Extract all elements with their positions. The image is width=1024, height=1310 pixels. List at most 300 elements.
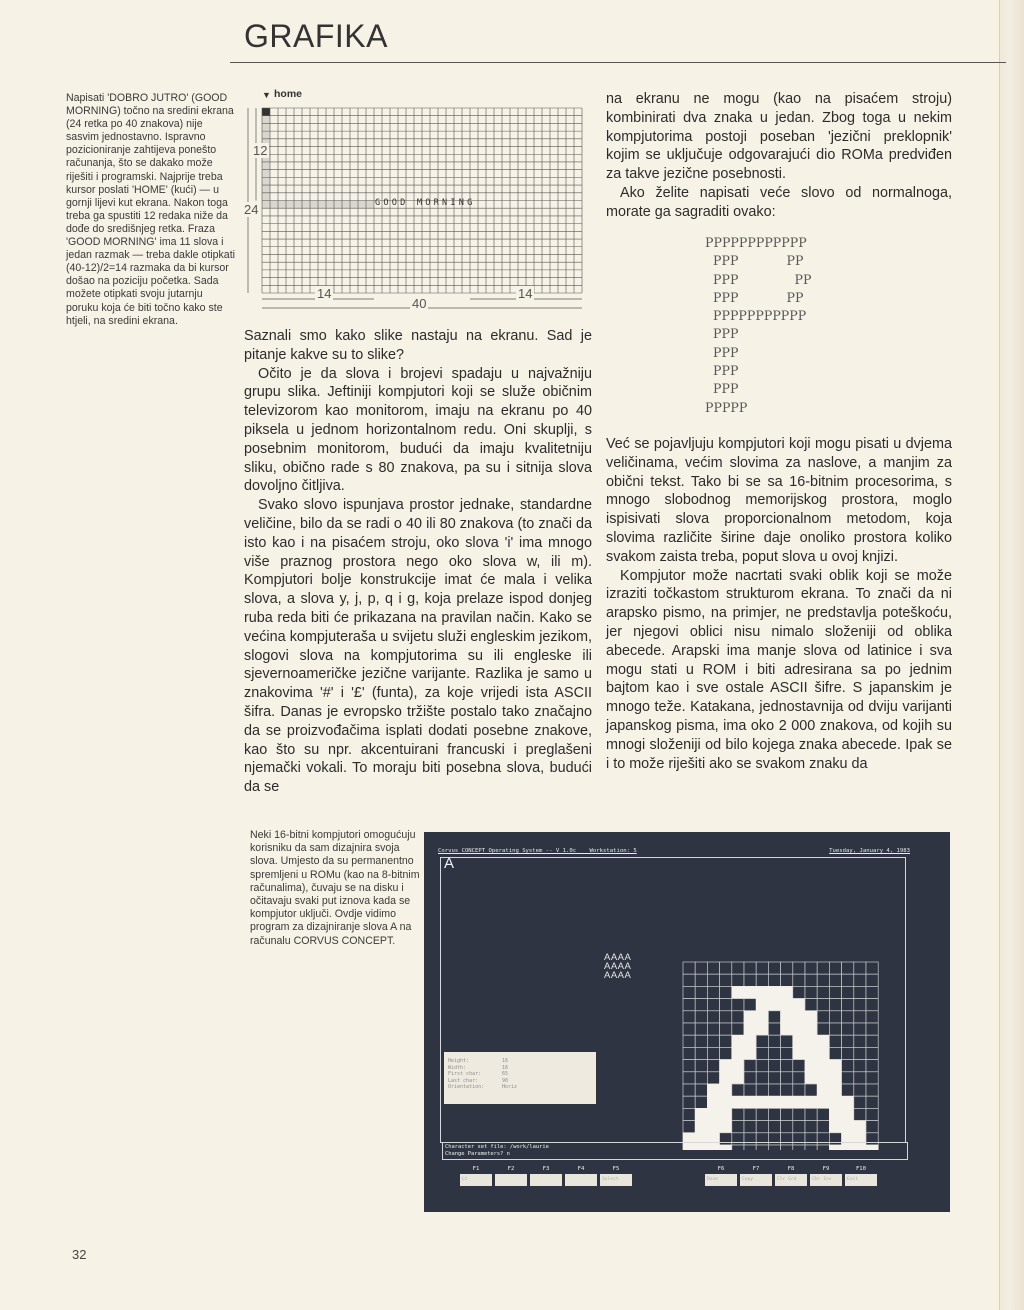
glyph-pixel-off[interactable] [842, 1084, 854, 1096]
glyph-pixel-off[interactable] [732, 974, 744, 986]
glyph-pixel-on[interactable] [842, 1108, 854, 1120]
glyph-pixel-on[interactable] [720, 1096, 732, 1108]
glyph-pixel-on[interactable] [805, 1072, 817, 1084]
glyph-pixel-off[interactable] [866, 1060, 878, 1072]
glyph-pixel-off[interactable] [707, 1035, 719, 1047]
glyph-pixel-on[interactable] [829, 1072, 841, 1084]
glyph-pixel-off[interactable] [768, 1023, 780, 1035]
glyph-pixel-off[interactable] [732, 1011, 744, 1023]
glyph-pixel-on[interactable] [817, 1096, 829, 1108]
glyph-pixel-off[interactable] [866, 1108, 878, 1120]
glyph-pixel-on[interactable] [768, 1096, 780, 1108]
glyph-pixel-on[interactable] [744, 986, 756, 998]
glyph-pixel-on[interactable] [744, 1023, 756, 1035]
glyph-pixel-on[interactable] [756, 1096, 768, 1108]
glyph-pixel-off[interactable] [683, 1121, 695, 1133]
glyph-pixel-on[interactable] [793, 1035, 805, 1047]
function-key-action[interactable]: Exit [845, 1174, 877, 1186]
glyph-pixel-on[interactable] [707, 1121, 719, 1133]
function-key-label: F10 [855, 1166, 867, 1172]
glyph-pixel-off[interactable] [829, 999, 841, 1011]
glyph-pixel-off[interactable] [683, 1072, 695, 1084]
glyph-pixel-off[interactable] [695, 1035, 707, 1047]
glyph-pixel-off[interactable] [720, 1011, 732, 1023]
home-arrow-icon: ▼ [262, 90, 271, 100]
glyph-pixel-off[interactable] [756, 1084, 768, 1096]
glyph-pixel-off[interactable] [744, 962, 756, 974]
glyph-pixel-on[interactable] [756, 1023, 768, 1035]
function-key-f3[interactable] [530, 1166, 562, 1186]
glyph-pixel-off[interactable] [805, 1108, 817, 1120]
glyph-pixel-off[interactable] [756, 1121, 768, 1133]
glyph-pixel-off[interactable] [683, 1096, 695, 1108]
glyph-pixel-off[interactable] [768, 1121, 780, 1133]
glyph-pixel-on[interactable] [732, 1047, 744, 1059]
glyph-pixel-off[interactable] [744, 1121, 756, 1133]
function-key-f1[interactable] [460, 1166, 492, 1186]
glyph-pixel-off[interactable] [866, 1047, 878, 1059]
glyph-pixel-on[interactable] [781, 1011, 793, 1023]
glyph-pixel-off[interactable] [695, 962, 707, 974]
function-key-action[interactable] [565, 1174, 597, 1186]
glyph-pixel-off[interactable] [695, 1047, 707, 1059]
glyph-pixel-off[interactable] [720, 962, 732, 974]
glyph-pixel-off[interactable] [854, 962, 866, 974]
function-key-action[interactable]: Copy [740, 1174, 772, 1186]
glyph-pixel-on[interactable] [817, 1047, 829, 1059]
glyph-pixel-on[interactable] [781, 1023, 793, 1035]
glyph-pixel-off[interactable] [744, 974, 756, 986]
function-key-action[interactable]: Done [705, 1174, 737, 1186]
glyph-pixel-off[interactable] [829, 962, 841, 974]
glyph-pixel-off[interactable] [695, 986, 707, 998]
glyph-pixel-off[interactable] [793, 974, 805, 986]
glyph-pixel-off[interactable] [781, 1035, 793, 1047]
glyph-pixel-off[interactable] [695, 1023, 707, 1035]
glyph-pixel-off[interactable] [805, 1084, 817, 1096]
function-key-label: F6 [717, 1166, 725, 1172]
glyph-pixel-on[interactable] [720, 1072, 732, 1084]
glyph-pixel-on[interactable] [756, 999, 768, 1011]
glyph-pixel-off[interactable] [707, 1072, 719, 1084]
glyph-pixel-off[interactable] [793, 962, 805, 974]
glyph-pixel-off[interactable] [707, 999, 719, 1011]
glyph-pixel-on[interactable] [829, 1060, 841, 1072]
glyph-pixel-off[interactable] [854, 1108, 866, 1120]
glyph-pixel-on[interactable] [842, 1121, 854, 1133]
glyph-pixel-off[interactable] [732, 1108, 744, 1120]
glyph-pixel-off[interactable] [695, 1096, 707, 1108]
good-morning-text: GOOD MORNING [375, 198, 476, 208]
glyph-pixel-off[interactable] [817, 1108, 829, 1120]
glyph-pixel-on[interactable] [695, 1108, 707, 1120]
glyph-pixel-off[interactable] [732, 999, 744, 1011]
current-char: A [444, 855, 455, 872]
glyph-pixel-off[interactable] [744, 1108, 756, 1120]
glyph-pixel-on[interactable] [720, 1084, 732, 1096]
glyph-pixel-off[interactable] [805, 999, 817, 1011]
glyph-pixel-on[interactable] [817, 1084, 829, 1096]
glyph-pixel-on[interactable] [695, 1121, 707, 1133]
glyph-pixel-off[interactable] [732, 962, 744, 974]
glyph-pixel-on[interactable] [768, 999, 780, 1011]
glyph-pixel-on[interactable] [817, 1060, 829, 1072]
glyph-pixel-off[interactable] [781, 1072, 793, 1084]
function-key-label: F3 [542, 1166, 550, 1172]
param-value: 16 [502, 1058, 509, 1064]
glyph-pixel-off[interactable] [756, 974, 768, 986]
right-text-column-top [606, 90, 952, 222]
glyph-pixel-off[interactable] [866, 1096, 878, 1108]
glyph-pixel-off[interactable] [768, 1084, 780, 1096]
glyph-pixel-on[interactable] [805, 1023, 817, 1035]
screen-header: Corvus CONCEPT Operating System -- V 1.0c Workstation: 5 [438, 848, 637, 854]
sidebar-text-column [66, 92, 236, 328]
glyph-pixel-off[interactable] [768, 974, 780, 986]
glyph-pixel-off[interactable] [707, 1060, 719, 1072]
glyph-pixel-off[interactable] [866, 974, 878, 986]
middle-paragraph-1: Saznali smo kako slike nastaju na ekranu. Sad je pitanje kakve su to slike? [244, 328, 592, 363]
status-line-2: Change Parameters? n [445, 1151, 510, 1157]
glyph-pixel-off[interactable] [817, 986, 829, 998]
param-value: 90 [502, 1077, 509, 1084]
glyph-pixel-off[interactable] [842, 1023, 854, 1035]
glyph-pixel-on[interactable] [720, 1121, 732, 1133]
glyph-pixel-off[interactable] [817, 974, 829, 986]
glyph-pixel-off[interactable] [683, 986, 695, 998]
glyph-pixel-on[interactable] [768, 986, 780, 998]
glyph-pixel-off[interactable] [817, 1121, 829, 1133]
glyph-pixel-off[interactable] [768, 1060, 780, 1072]
right-paragraph-4: Kompjutor može nacrtati svaki oblik koji se može izraziti točkastom strukturom ekrana. To znači da ni arapsko pismo, na primjer, ne predstavlja poteškoću, jer njegovi oblici nisu nimalo složeniji od oblika abecede. Arapski ima manje slova od latinice i sva mogu stati u ROM i biti adresirana sa po jednim bajtom kao i sve ostale ASCII šifre. S japanskim je mnogo teže. Katakana, jednostavnija od dviju varijanti japanskog pisma, ima oko 2 000 znakova, od kojih su mnogi složeniji od bilo kojega znaka abecede. Ipak se i to može riješiti ako se svakom znaku da [606, 567, 952, 772]
function-key-action[interactable]: Chr Inv [810, 1174, 842, 1186]
glyph-pixel-off[interactable] [793, 1121, 805, 1133]
right-text-column-bottom [606, 435, 952, 773]
glyph-pixel-off[interactable] [707, 1047, 719, 1059]
param-value: 65 [502, 1071, 509, 1078]
glyph-pixel-on[interactable] [732, 1060, 744, 1072]
glyph-pixel-off[interactable] [683, 1035, 695, 1047]
glyph-pixel-off[interactable] [781, 1121, 793, 1133]
glyph-pixel-off[interactable] [768, 962, 780, 974]
glyph-pixel-on[interactable] [854, 1121, 866, 1133]
right-paragraph-3: Već se pojavljuju kompjutori koji mogu pisati u dvjema veličinama, većim slovima za naslove, a manjim za obični tekst. Tako bi se sa 16-bitnim procesorima, s mnogo slobodnog memorijskog prostora, moglo ispisivati slova proporcionalnom metodom, koja slovima različite širine daje onoliko prostora koliko svakom zaista treba, poput slova u ovoj knjizi. [606, 436, 952, 565]
function-key-label: F4 [577, 1166, 585, 1172]
glyph-pixel-off[interactable] [866, 1035, 878, 1047]
function-key-action[interactable]: Select [600, 1174, 632, 1186]
function-key-label: F8 [787, 1166, 795, 1172]
glyph-pixel-off[interactable] [768, 1072, 780, 1084]
glyph-pixel-on[interactable] [829, 1084, 841, 1096]
glyph-pixel-off[interactable] [707, 986, 719, 998]
glyph-pixel-off[interactable] [683, 962, 695, 974]
glyph-pixel-on[interactable] [732, 986, 744, 998]
glyph-pixel-off[interactable] [817, 1011, 829, 1023]
glyph-pixel-on[interactable] [805, 1035, 817, 1047]
glyph-pixel-off[interactable] [720, 974, 732, 986]
glyph-pixel-off[interactable] [854, 986, 866, 998]
page-number: 32 [72, 1247, 87, 1262]
screen-date: Tuesday, January 4, 1983 [829, 848, 910, 854]
middle-paragraph-3: Svako slovo ispunjava prostor jednake, standardne veličine, bilo da se radi o 40 ili 80 znakova (to znači da isto kao i na pisaćem stroju, oko slova 'i' ima mnogo više praznog prostora nego oko slova w, ili m). Kompjutori bolje konstrukcije imat će mala i velika slova, a slova y, j, p, q i g, koja prelaze ispod donjeg ruba reda biti će prikazana na pravilan način. Kako se većina kompjuteraša u svijetu služi engleskim jezikom, slogovi slova na kompjutorima su ili engleske ili sjevernoameričke jezične varijante. Razlika je samo u znakovima '#' i '£' (funta), za koje vrijedi ista ASCII šifra. Danas je evropsko tržište postalo tako značajno da se proizvođačima isplati dodati posebne znakove, kao što su npr. akcentuirani francuski i preglašeni njemački vokali. To moraju biti posebna slova, budući da se [244, 497, 592, 796]
glyph-pixel-off[interactable] [842, 1047, 854, 1059]
corvus-screen-photo [424, 832, 950, 1212]
function-key-f9[interactable] [810, 1166, 842, 1186]
glyph-pixel-off[interactable] [866, 1011, 878, 1023]
function-key-f2[interactable] [495, 1166, 527, 1186]
glyph-pixel-off[interactable] [842, 962, 854, 974]
glyph-pixel-on[interactable] [793, 1011, 805, 1023]
glyph-pixel-off[interactable] [805, 962, 817, 974]
glyph-pixel-off[interactable] [829, 1011, 841, 1023]
glyph-pixel-on[interactable] [720, 1060, 732, 1072]
glyph-pixel-off[interactable] [683, 1023, 695, 1035]
function-key-action[interactable]: Lt [460, 1174, 492, 1186]
function-key-f6[interactable] [705, 1166, 737, 1186]
glyph-pixel-off[interactable] [817, 962, 829, 974]
glyph-pixel-off[interactable] [707, 974, 719, 986]
glyph-pixel-off[interactable] [854, 1023, 866, 1035]
glyph-pixel-off[interactable] [781, 1108, 793, 1120]
glyph-pixel-off[interactable] [842, 986, 854, 998]
dim-right-gap: 14 [518, 286, 533, 301]
glyph-pixel-off[interactable] [720, 986, 732, 998]
glyph-pixel-on[interactable] [707, 1096, 719, 1108]
glyph-pixel-off[interactable] [817, 999, 829, 1011]
function-key-label: F9 [822, 1166, 830, 1172]
param-row [448, 1071, 592, 1078]
glyph-pixel-off[interactable] [866, 1121, 878, 1133]
glyph-pixel-off[interactable] [793, 1108, 805, 1120]
glyph-pixel-off[interactable] [683, 1108, 695, 1120]
glyph-pixel-off[interactable] [854, 1084, 866, 1096]
glyph-pixel-off[interactable] [854, 1035, 866, 1047]
glyph-pixel-off[interactable] [842, 1035, 854, 1047]
char-preview: AAAA AAAA AAAA [604, 952, 632, 981]
glyph-pixel-on[interactable] [744, 1011, 756, 1023]
adjacent-page-edge [999, 0, 1024, 1310]
glyph-pixel-off[interactable] [854, 1011, 866, 1023]
glyph-pixel-on[interactable] [707, 1084, 719, 1096]
screen-grid-diagram [240, 86, 600, 316]
function-key-label: F7 [752, 1166, 760, 1172]
function-key-f8[interactable] [775, 1166, 807, 1186]
glyph-pixel-off[interactable] [842, 1072, 854, 1084]
glyph-pixel-on[interactable] [744, 1096, 756, 1108]
page-title: GRAFIKA [244, 18, 388, 54]
glyph-pixel-off[interactable] [793, 986, 805, 998]
glyph-pixel-off[interactable] [683, 1060, 695, 1072]
glyph-pixel-off[interactable] [695, 999, 707, 1011]
param-row [448, 1058, 592, 1065]
param-key: First char: [448, 1071, 482, 1078]
glyph-pixel-off[interactable] [866, 1023, 878, 1035]
glyph-pixel-off[interactable] [683, 1084, 695, 1096]
right-paragraph-2: Ako želite napisati veće slovo od normalnoga, morate ga sagraditi ovako: [606, 184, 952, 220]
param-value: Horiz [502, 1084, 518, 1091]
glyph-pixel-off[interactable] [720, 1035, 732, 1047]
glyph-pixel-off[interactable] [866, 1072, 878, 1084]
glyph-pixel-off[interactable] [732, 1023, 744, 1035]
glyph-pixel-on[interactable] [842, 1096, 854, 1108]
glyph-pixel-off[interactable] [744, 1084, 756, 1096]
middle-text-column [244, 327, 592, 797]
glyph-pixel-on[interactable] [744, 1035, 756, 1047]
glyph-pixel-on[interactable] [817, 1072, 829, 1084]
param-key: Height: [448, 1058, 470, 1064]
param-key: Orientation: [448, 1084, 485, 1091]
glyph-pixel-off[interactable] [805, 1121, 817, 1133]
dim-width: 40 [412, 296, 427, 311]
glyph-pixel-off[interactable] [854, 1072, 866, 1084]
glyph-pixel-off[interactable] [781, 1060, 793, 1072]
glyph-pixel-off[interactable] [707, 962, 719, 974]
glyph-pixel-on[interactable] [781, 999, 793, 1011]
glyph-pixel-off[interactable] [695, 1084, 707, 1096]
glyph-pixel-on[interactable] [805, 1047, 817, 1059]
p-letter-ascii-art: PPPPPPPPPPPP PPP PP PPP PP PPP PP PPPPPPPPPPP PPP PPP PPP PPP PPPPP [705, 235, 812, 415]
glyph-pixel-on[interactable] [756, 1011, 768, 1023]
glyph-pixel-off[interactable] [732, 1121, 744, 1133]
glyph-pixel-off[interactable] [756, 1035, 768, 1047]
glyph-pixel-on[interactable] [805, 1096, 817, 1108]
glyph-pixel-off[interactable] [695, 1011, 707, 1023]
glyph-pixel-on[interactable] [781, 1096, 793, 1108]
glyph-pixel-off[interactable] [842, 1060, 854, 1072]
glyph-pixel-off[interactable] [707, 1011, 719, 1023]
glyph-pixel-off[interactable] [805, 974, 817, 986]
glyph-pixel-off[interactable] [683, 974, 695, 986]
right-paragraph-1: na ekranu ne mogu (kao na pisaćem stroju) kombinirati dva znaka u jedan. Zbog toga u nekim kompjutorima postoji poseban 'jezični preklopnik' kojim se uključuje odgovarajući dio ROMa predviđen za takve jezične posebnosti. [606, 91, 952, 183]
glyph-pixel-off[interactable] [829, 1035, 841, 1047]
param-key: Last char: [448, 1077, 479, 1084]
glyph-pixel-off[interactable] [683, 1011, 695, 1023]
glyph-pixel-off[interactable] [817, 1023, 829, 1035]
glyph-pixel-off[interactable] [756, 962, 768, 974]
glyph-pixel-off[interactable] [720, 1023, 732, 1035]
glyph-pixel-off[interactable] [695, 1072, 707, 1084]
glyph-pixel-off[interactable] [866, 986, 878, 998]
glyph-pixel-off[interactable] [793, 1084, 805, 1096]
glyph-pixel-on[interactable] [732, 1072, 744, 1084]
glyph-pixel-on[interactable] [829, 1121, 841, 1133]
function-key-f10[interactable] [845, 1166, 877, 1186]
glyph-pixel-off[interactable] [854, 974, 866, 986]
glyph-pixel-off[interactable] [793, 1060, 805, 1072]
glyph-pixel-off[interactable] [744, 1060, 756, 1072]
glyph-pixel-off[interactable] [768, 1108, 780, 1120]
glyph-pixel-off[interactable] [756, 1072, 768, 1084]
glyph-pixel-on[interactable] [793, 1023, 805, 1035]
glyph-pixel-on[interactable] [805, 1011, 817, 1023]
function-key-action[interactable]: Clr Grd [775, 1174, 807, 1186]
glyph-pixel-on[interactable] [732, 1035, 744, 1047]
glyph-pixel-on[interactable] [805, 1060, 817, 1072]
param-key: Width: [448, 1064, 467, 1071]
glyph-pixel-on[interactable] [829, 1096, 841, 1108]
glyph-pixel-on[interactable] [793, 1096, 805, 1108]
glyph-pixel-off[interactable] [720, 1047, 732, 1059]
parameters-panel [444, 1052, 596, 1104]
glyph-pixel-off[interactable] [854, 1047, 866, 1059]
glyph-pixel-on[interactable] [744, 1047, 756, 1059]
function-key-label: F5 [612, 1166, 620, 1172]
glyph-pixel-off[interactable] [866, 962, 878, 974]
param-row [448, 1084, 592, 1091]
glyph-pixel-off[interactable] [756, 1060, 768, 1072]
glyph-pixel-off[interactable] [781, 1047, 793, 1059]
glyph-pixel-on[interactable] [817, 1035, 829, 1047]
glyph-pixel-off[interactable] [793, 1072, 805, 1084]
glyph-pixel-off[interactable] [707, 1023, 719, 1035]
status-bar [442, 1142, 908, 1160]
middle-paragraph-2: Očito je da slova i brojevi spadaju u najvažniju grupu slika. Jeftiniji kompjutori koji se služe običnim televizorom kao monitorom, imaju na ekranu po 40 piksela u jednom horizontalnom redu. Oni skuplji, s posebnim monitorom, budući da imaju kvalitetniju sliku, obično rade s 80 znakova, pa su i sitnija slova dovoljno čitljiva. [244, 365, 592, 495]
param-value: 16 [502, 1064, 509, 1071]
glyph-pixel-off[interactable] [854, 1096, 866, 1108]
glyph-pixel-off[interactable] [683, 1047, 695, 1059]
glyph-pixel-off[interactable] [720, 999, 732, 1011]
glyph-pixel-off[interactable] [781, 1084, 793, 1096]
glyph-pixel-on[interactable] [781, 986, 793, 998]
glyph-pixel-off[interactable] [829, 974, 841, 986]
glyph-pixel-on[interactable] [720, 1108, 732, 1120]
sidebar-paragraph: Napisati 'DOBRO JUTRO' (GOOD MORNING) točno na sredini ekrana (24 retka po 40 znakova) nije sasvim jednostavno. Ispravno pozicioniranje zahtijeva ponešto računanja, što se dakako može riješiti i programski. Najprije treba kursor poslati 'HOME' (kući) — u gornji lijevi kut ekrana. Nakon toga treba ga spustiti 12 redaka niže da dođe do središnjeg retka. Fraza 'GOOD MORNING' ima 11 slova i jedan razmak — treba dakle otipkati (40-12)/2=14 razmaka da bi kursor došao na poziciju početka. Sada možete otipkati svoju jutarnju poruku koja će biti točno kako ste htjeli, na sredini ekrana. [66, 92, 235, 327]
glyph-pixel-off[interactable] [768, 1035, 780, 1047]
dim-left-gap: 14 [317, 286, 332, 301]
glyph-pixel-off[interactable] [695, 1060, 707, 1072]
glyph-pixel-off[interactable] [756, 1108, 768, 1120]
glyph-pixel-off[interactable] [805, 986, 817, 998]
glyph-pixel-off[interactable] [842, 1011, 854, 1023]
glyph-pixel-off[interactable] [732, 1084, 744, 1096]
glyph-pixel-off[interactable] [781, 974, 793, 986]
glyph-pixel-off[interactable] [842, 974, 854, 986]
glyph-pixel-off[interactable] [781, 962, 793, 974]
glyph-pixel-off[interactable] [744, 1072, 756, 1084]
function-key-f4[interactable] [565, 1166, 597, 1186]
glyph-pixel-off[interactable] [854, 1060, 866, 1072]
glyph-pixel-off[interactable] [683, 999, 695, 1011]
function-key-f5[interactable] [600, 1166, 632, 1186]
glyph-pixel-off[interactable] [866, 999, 878, 1011]
title-rule [230, 62, 1006, 63]
glyph-pixel-on[interactable] [793, 999, 805, 1011]
glyph-pixel-off[interactable] [842, 999, 854, 1011]
glyph-pixel-off[interactable] [695, 974, 707, 986]
function-key-f7[interactable] [740, 1166, 772, 1186]
function-key-label: F2 [507, 1166, 515, 1172]
glyph-pixel-off[interactable] [756, 1047, 768, 1059]
glyph-pixel-off[interactable] [854, 999, 866, 1011]
function-key-action[interactable] [530, 1174, 562, 1186]
glyph-pixel-on[interactable] [732, 1096, 744, 1108]
glyph-pixel-off[interactable] [829, 1047, 841, 1059]
glyph-pixel-on[interactable] [829, 1108, 841, 1120]
glyph-editor-grid[interactable] [681, 960, 891, 1150]
glyph-pixel-off[interactable] [768, 1047, 780, 1059]
glyph-pixel-off[interactable] [744, 999, 756, 1011]
glyph-pixel-off[interactable] [768, 1011, 780, 1023]
param-row [448, 1065, 592, 1072]
glyph-pixel-on[interactable] [756, 986, 768, 998]
glyph-pixel-on[interactable] [707, 1108, 719, 1120]
dim-rows-half: 12 [253, 143, 268, 158]
glyph-pixel-off[interactable] [829, 986, 841, 998]
function-key-action[interactable] [495, 1174, 527, 1186]
glyph-pixel-on[interactable] [793, 1047, 805, 1059]
glyph-pixel-off[interactable] [829, 1023, 841, 1035]
glyph-pixel-off[interactable] [866, 1084, 878, 1096]
